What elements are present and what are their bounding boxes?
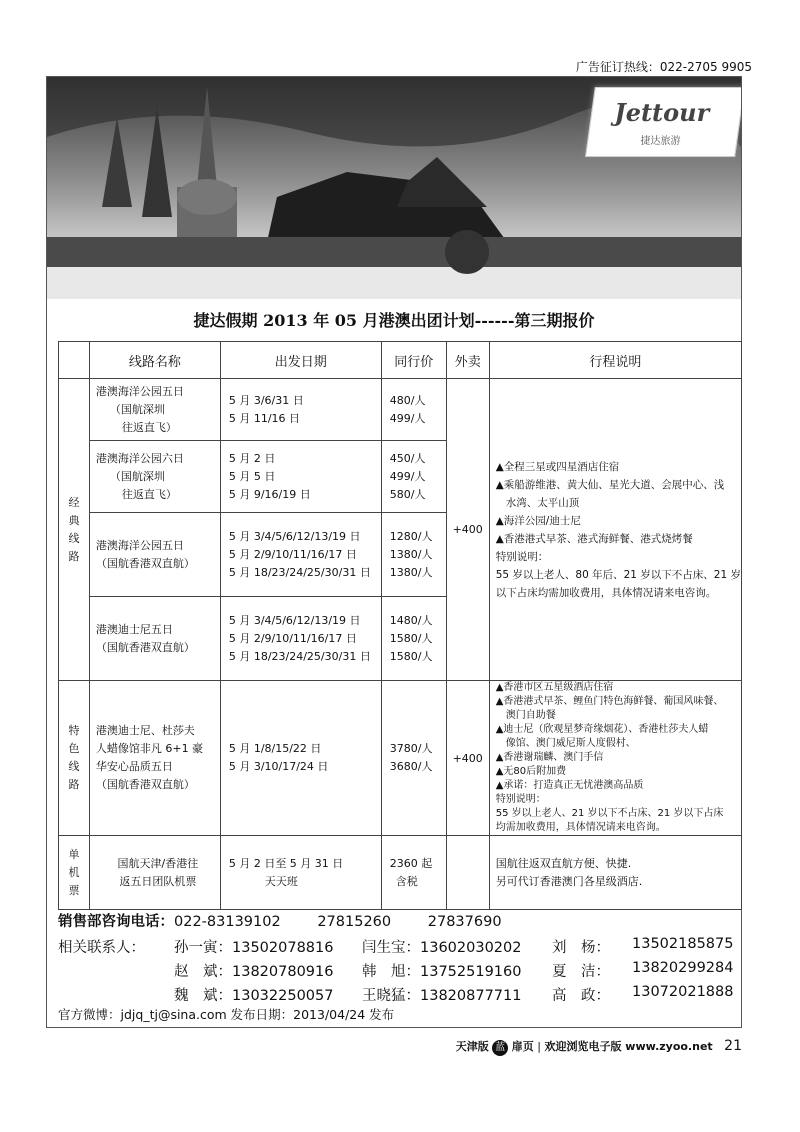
price-line: 480/人 xyxy=(389,393,426,407)
category-special xyxy=(59,681,90,836)
date-line: 5 月 3/4/5/6/12/13/19 日 xyxy=(228,529,361,543)
retail-extra: +400 xyxy=(446,681,489,836)
price-line: 3780/人 xyxy=(389,742,433,755)
date-line: 5 月 11/16 日 xyxy=(228,411,301,425)
contact-person: 刘 杨： xyxy=(552,940,610,956)
route-line: 人蜡像馆非凡 6+1 豪 xyxy=(95,742,204,755)
route-line: （国航香港双直航） xyxy=(95,640,195,654)
contact-person-phone: 13072021888 xyxy=(632,984,734,1000)
price-line: 1380/人 xyxy=(389,547,433,561)
departure-dates xyxy=(220,441,381,513)
route-line: （国航深圳 xyxy=(109,469,165,483)
desc-line: 国航往返双直航方便、快捷. xyxy=(495,856,632,870)
route-line: 往返直飞） xyxy=(121,420,177,434)
date-line: 5 月 3/4/5/6/12/13/19 日 xyxy=(228,613,361,627)
phone-row xyxy=(58,910,502,931)
trade-price xyxy=(381,836,446,910)
category-char: 线 xyxy=(68,531,80,545)
desc-line: ▲迪士尼（欣观星梦奇缘烟花）、香港杜莎夫人蜡 xyxy=(495,724,709,735)
weibo-and-date: 官方微博：jdjq_tj@sina.com 发布日期：2013/04/24 发布 xyxy=(58,1007,395,1022)
header-blank xyxy=(59,342,90,379)
price-line: 499/人 xyxy=(389,411,426,425)
jettour-logo xyxy=(585,87,741,157)
trade-price xyxy=(381,513,446,597)
departure-dates xyxy=(220,681,381,836)
contact-person-phone: 13502185875 xyxy=(632,936,734,952)
header-price: 同行价 xyxy=(381,342,446,379)
category-char: 路 xyxy=(68,549,80,563)
desc-line: 以下占床均需加收费用，具体情况请来电咨询。 xyxy=(495,586,717,599)
route-name xyxy=(89,513,220,597)
route-name xyxy=(89,681,220,836)
desc-line: 特别说明： xyxy=(495,794,546,805)
route-line: 返五日团队机票 xyxy=(119,874,197,888)
route-line: 国航天津/香港往 xyxy=(117,856,199,870)
price-line: 450/人 xyxy=(389,451,426,465)
phone-number: 27837690 xyxy=(427,914,502,930)
category-char: 特 xyxy=(68,724,80,737)
desc-line: ▲香港港式早茶、港式海鲜餐、港式烧烤餐 xyxy=(495,532,693,545)
edition-mark-icon: 蓝 xyxy=(492,1040,508,1056)
banner-image xyxy=(47,77,741,299)
trade-price xyxy=(381,597,446,681)
category-char: 经 xyxy=(68,495,80,509)
contact-person: 魏 斌：13032250057 xyxy=(174,988,334,1004)
price-line: 1580/人 xyxy=(389,631,433,645)
category-char: 色 xyxy=(68,742,80,755)
contact-person: 夏 洁： xyxy=(552,964,610,980)
page-footer xyxy=(456,1038,742,1056)
date-line: 5 月 3/10/17/24 日 xyxy=(228,760,329,773)
trade-price xyxy=(381,681,446,836)
date-line: 5 月 2 日至 5 月 31 日 xyxy=(228,856,344,870)
price-line: 580/人 xyxy=(389,487,426,501)
price-line: 1380/人 xyxy=(389,565,433,579)
category-char: 线 xyxy=(68,760,80,773)
contact-person: 王晓猛：13820877711 xyxy=(362,988,522,1004)
desc-line: 55 岁以上老人、80 年后、21 岁以下不占床、21 岁 xyxy=(495,568,741,581)
retail-extra: +400 xyxy=(446,379,489,681)
route-line: 华安心品质五日 xyxy=(95,760,173,773)
category-classic xyxy=(59,379,90,681)
footer-divider: | xyxy=(537,1040,541,1053)
edition-label: 天津版 xyxy=(455,1040,489,1053)
date-line: 5 月 18/23/24/25/30/31 日 xyxy=(228,565,371,579)
route-line: （国航香港双直航） xyxy=(95,556,195,570)
departure-dates xyxy=(220,513,381,597)
itinerary-desc xyxy=(489,836,741,910)
route-line: 往返直飞） xyxy=(121,487,177,501)
route-line: 港澳迪士尼五日 xyxy=(95,622,173,636)
desc-line: ▲乘船游维港、黄大仙、星光大道、会展中心、浅 xyxy=(495,478,725,491)
contact-person: 韩 旭：13752519160 xyxy=(362,964,522,980)
date-line: 天天班 xyxy=(264,874,298,888)
price-line: 3680/人 xyxy=(389,760,433,773)
date-line: 5 月 2 日 xyxy=(228,451,276,465)
desc-line: ▲无80后附加费 xyxy=(495,766,567,777)
phone-number: 022-83139102 xyxy=(174,914,281,930)
ad-hotline: 广告征订热线：022-2705 9905 xyxy=(575,60,752,74)
page-number: 21 xyxy=(724,1038,742,1054)
itinerary-desc xyxy=(489,681,741,836)
logo-main-text: Jettour xyxy=(614,98,710,127)
contact-person: 赵 斌：13820780916 xyxy=(174,964,334,980)
route-name xyxy=(89,379,220,441)
desc-line: ▲海洋公园/迪士尼 xyxy=(495,514,581,527)
category-char: 典 xyxy=(68,513,80,527)
desc-line: 55 岁以上老人、21 岁以下不占床、21 岁以下占床 xyxy=(495,808,724,819)
price-table xyxy=(58,341,742,910)
route-line: （国航香港双直航） xyxy=(95,778,195,791)
desc-line: 澳门自助餐 xyxy=(505,710,556,721)
category-char: 票 xyxy=(68,883,80,897)
route-line: （国航深圳 xyxy=(109,402,165,416)
route-line: 港澳海洋公园五日 xyxy=(95,538,184,552)
price-line: 499/人 xyxy=(389,469,426,483)
price-line: 1580/人 xyxy=(389,649,433,663)
trade-price xyxy=(381,441,446,513)
logo-sub-text: 捷达旅游 xyxy=(640,136,681,147)
header-desc: 行程说明 xyxy=(489,342,741,379)
desc-line: 像馆、澳门威尼斯人度假村、 xyxy=(505,738,636,749)
category-single xyxy=(59,836,90,910)
contact-person-phone: 13820299284 xyxy=(632,960,734,976)
price-line: 2360 起 xyxy=(389,856,433,870)
date-line: 5 月 2/9/10/11/16/17 日 xyxy=(228,547,357,561)
date-line: 5 月 1/8/15/22 日 xyxy=(228,742,322,755)
desc-line: ▲香港市区五星级酒店住宿 xyxy=(495,682,614,693)
category-char: 机 xyxy=(68,865,80,879)
date-line: 5 月 5 日 xyxy=(228,469,276,483)
retail-extra-empty xyxy=(446,836,489,910)
date-line: 5 月 2/9/10/11/16/17 日 xyxy=(228,631,357,645)
phone-number: 27815260 xyxy=(317,914,392,930)
desc-line: ▲香港港式早茶、鲤鱼门特色海鲜餐、葡国风味餐、 xyxy=(495,696,724,707)
page-label: 扉页 xyxy=(511,1040,534,1053)
table-header-row xyxy=(59,342,742,379)
itinerary-desc xyxy=(489,379,741,681)
desc-line: ▲承诺：打造真正无忧港澳高品质 xyxy=(495,780,644,791)
date-line: 5 月 3/6/31 日 xyxy=(228,393,304,407)
desc-line: 水湾、太平山顶 xyxy=(505,496,580,509)
route-line: 港澳海洋公园五日 xyxy=(95,384,184,398)
table-row-single xyxy=(59,836,742,910)
page-title: 捷达假期 2013 年 05 月港澳出团计划------第三期报价 xyxy=(193,311,595,330)
contact-person: 高 政： xyxy=(552,988,610,1004)
route-name xyxy=(89,597,220,681)
welcome-link[interactable]: 欢迎浏览电子版 www.zyoo.net xyxy=(544,1040,713,1053)
desc-line: ▲香港谢瑞麟、澳门手信 xyxy=(495,752,604,763)
departure-dates xyxy=(220,379,381,441)
contact-person: 孙一寅：13502078816 xyxy=(174,940,334,956)
contact-person: 闫生宝：13602030202 xyxy=(362,940,522,956)
phone-label: 销售部咨询电话： xyxy=(58,914,174,930)
route-line: 港澳迪士尼、杜莎夫 xyxy=(95,724,195,737)
table-row xyxy=(59,379,742,441)
price-line: 含税 xyxy=(395,874,418,888)
people-label: 相关联系人： xyxy=(58,940,145,956)
trade-price xyxy=(381,379,446,441)
route-name xyxy=(89,836,220,910)
price-line: 1280/人 xyxy=(389,529,433,543)
desc-line: 均需加收费用，具体情况请来电咨询。 xyxy=(495,822,666,833)
date-line: 5 月 9/16/19 日 xyxy=(228,487,311,501)
departure-dates xyxy=(220,836,381,910)
route-line: 港澳海洋公园六日 xyxy=(95,451,184,465)
category-char: 路 xyxy=(68,778,80,791)
price-line: 1480/人 xyxy=(389,613,433,627)
category-char: 单 xyxy=(68,847,80,861)
desc-line: ▲全程三星或四星酒店住宿 xyxy=(495,460,620,473)
route-name xyxy=(89,441,220,513)
header-route: 线路名称 xyxy=(89,342,220,379)
table-row-special xyxy=(59,681,742,836)
desc-line: 另可代订香港澳门各星级酒店. xyxy=(495,874,643,888)
date-line: 5 月 18/23/24/25/30/31 日 xyxy=(228,649,371,663)
header-extra: 外卖 xyxy=(446,342,489,379)
header-dates: 出发日期 xyxy=(220,342,381,379)
departure-dates xyxy=(220,597,381,681)
desc-line: 特别说明： xyxy=(495,550,549,563)
